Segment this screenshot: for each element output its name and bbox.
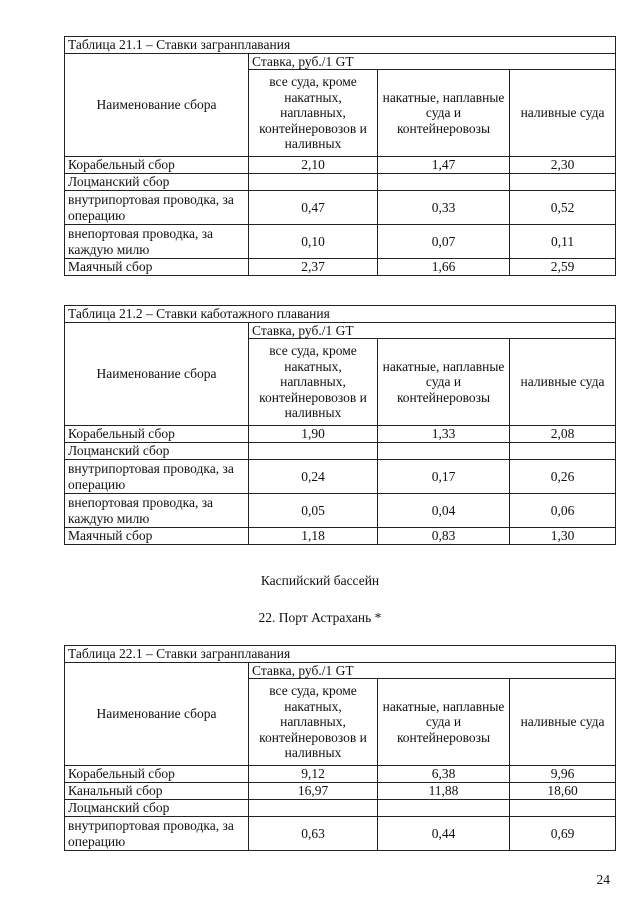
cell-value: 0,69: [510, 817, 616, 851]
table-row: [65, 766, 616, 783]
row-label: внутрипортовая проводка, за операцию: [65, 191, 249, 225]
column-header-roro-container: накатные, наплавные суда и контейнеровозы: [378, 339, 510, 426]
row-label: Лоцманский сбор: [65, 174, 249, 191]
table-row: [65, 494, 616, 528]
table-row: [65, 817, 616, 851]
cell-value: 0,26: [510, 460, 616, 494]
row-label: внепортовая проводка, за каждую милю: [65, 225, 249, 259]
row-label: внутрипортовая проводка, за операцию: [65, 817, 249, 851]
cell-value: 1,66: [378, 259, 510, 276]
table-row: [65, 443, 616, 460]
table-caption: Таблица 21.1 – Ставки загранплавания: [65, 37, 616, 54]
cell-value: 9,12: [249, 766, 378, 783]
row-label: Корабельный сбор: [65, 157, 249, 174]
page-number: 24: [596, 872, 610, 887]
cell-value: [510, 443, 616, 460]
table-row: [65, 157, 616, 174]
column-header-fee-name: Наименование сбора: [65, 53, 249, 157]
cell-value: [510, 800, 616, 817]
cell-value: 0,83: [378, 528, 510, 545]
cell-value: 0,44: [378, 817, 510, 851]
section-title: Каспийский бассейн: [260, 573, 380, 588]
table-row: [65, 259, 616, 276]
row-label: внепортовая проводка, за каждую милю: [65, 494, 249, 528]
cell-value: 2,37: [249, 259, 378, 276]
column-header-roro-container: накатные, наплавные суда и контейнеровозы: [378, 679, 510, 766]
table-row: [65, 174, 616, 191]
cell-value: 0,06: [510, 494, 616, 528]
cell-value: [249, 174, 378, 191]
row-label: Корабельный сбор: [65, 766, 249, 783]
cell-value: 1,18: [249, 528, 378, 545]
cell-value: 0,07: [378, 225, 510, 259]
column-header-rate: Ставка, руб./1 GT: [249, 53, 616, 70]
table-row: [65, 800, 616, 817]
cell-value: [249, 443, 378, 460]
cell-value: 9,96: [510, 766, 616, 783]
column-header-tankers: наливные суда: [510, 339, 616, 426]
cell-value: [249, 800, 378, 817]
column-header-tankers: наливные суда: [510, 70, 616, 157]
table-row: [65, 528, 616, 545]
row-label: Маячный сбор: [65, 259, 249, 276]
column-header-tankers: наливные суда: [510, 679, 616, 766]
cell-value: 2,08: [510, 426, 616, 443]
cell-value: 0,04: [378, 494, 510, 528]
cell-value: [378, 800, 510, 817]
cell-value: [378, 174, 510, 191]
row-label: Лоцманский сбор: [65, 800, 249, 817]
column-header-rate: Ставка, руб./1 GT: [249, 322, 616, 339]
port-title: 22. Порт Астрахань *: [258, 610, 382, 625]
cell-value: [378, 443, 510, 460]
cell-value: 11,88: [378, 783, 510, 800]
cell-value: 16,97: [249, 783, 378, 800]
table-row: [65, 460, 616, 494]
cell-value: 1,47: [378, 157, 510, 174]
cell-value: 0,63: [249, 817, 378, 851]
cell-value: 2,30: [510, 157, 616, 174]
rates-table-21-1: [64, 36, 616, 276]
table-row: [65, 225, 616, 259]
table-caption: Таблица 21.2 – Ставки каботажного плавания: [65, 306, 616, 323]
cell-value: 2,59: [510, 259, 616, 276]
cell-value: 1,90: [249, 426, 378, 443]
row-label: Маячный сбор: [65, 528, 249, 545]
cell-value: 0,24: [249, 460, 378, 494]
cell-value: 6,38: [378, 766, 510, 783]
table-row: [65, 191, 616, 225]
cell-value: 0,47: [249, 191, 378, 225]
row-label: Канальный сбор: [65, 783, 249, 800]
column-header-rate: Ставка, руб./1 GT: [249, 662, 616, 679]
column-header-all-vessels: все суда, кроме накатных, наплавных, контейнеровозов и наливных: [249, 339, 378, 426]
table-row: [65, 426, 616, 443]
cell-value: 0,10: [249, 225, 378, 259]
cell-value: [510, 174, 616, 191]
row-label: внутрипортовая проводка, за операцию: [65, 460, 249, 494]
column-header-fee-name: Наименование сбора: [65, 662, 249, 766]
rates-table-22-1: [64, 645, 616, 851]
rates-table-21-2: [64, 305, 616, 545]
table-caption: Таблица 22.1 – Ставки загранплавания: [65, 646, 616, 663]
cell-value: 1,30: [510, 528, 616, 545]
row-label: Корабельный сбор: [65, 426, 249, 443]
column-header-fee-name: Наименование сбора: [65, 322, 249, 426]
column-header-all-vessels: все суда, кроме накатных, наплавных, контейнеровозов и наливных: [249, 70, 378, 157]
cell-value: 1,33: [378, 426, 510, 443]
cell-value: 0,33: [378, 191, 510, 225]
cell-value: 18,60: [510, 783, 616, 800]
row-label: Лоцманский сбор: [65, 443, 249, 460]
cell-value: 0,05: [249, 494, 378, 528]
column-header-all-vessels: все суда, кроме накатных, наплавных, контейнеровозов и наливных: [249, 679, 378, 766]
cell-value: 0,52: [510, 191, 616, 225]
table-row: [65, 783, 616, 800]
column-header-roro-container: накатные, наплавные суда и контейнеровозы: [378, 70, 510, 157]
cell-value: 0,11: [510, 225, 616, 259]
cell-value: 2,10: [249, 157, 378, 174]
cell-value: 0,17: [378, 460, 510, 494]
